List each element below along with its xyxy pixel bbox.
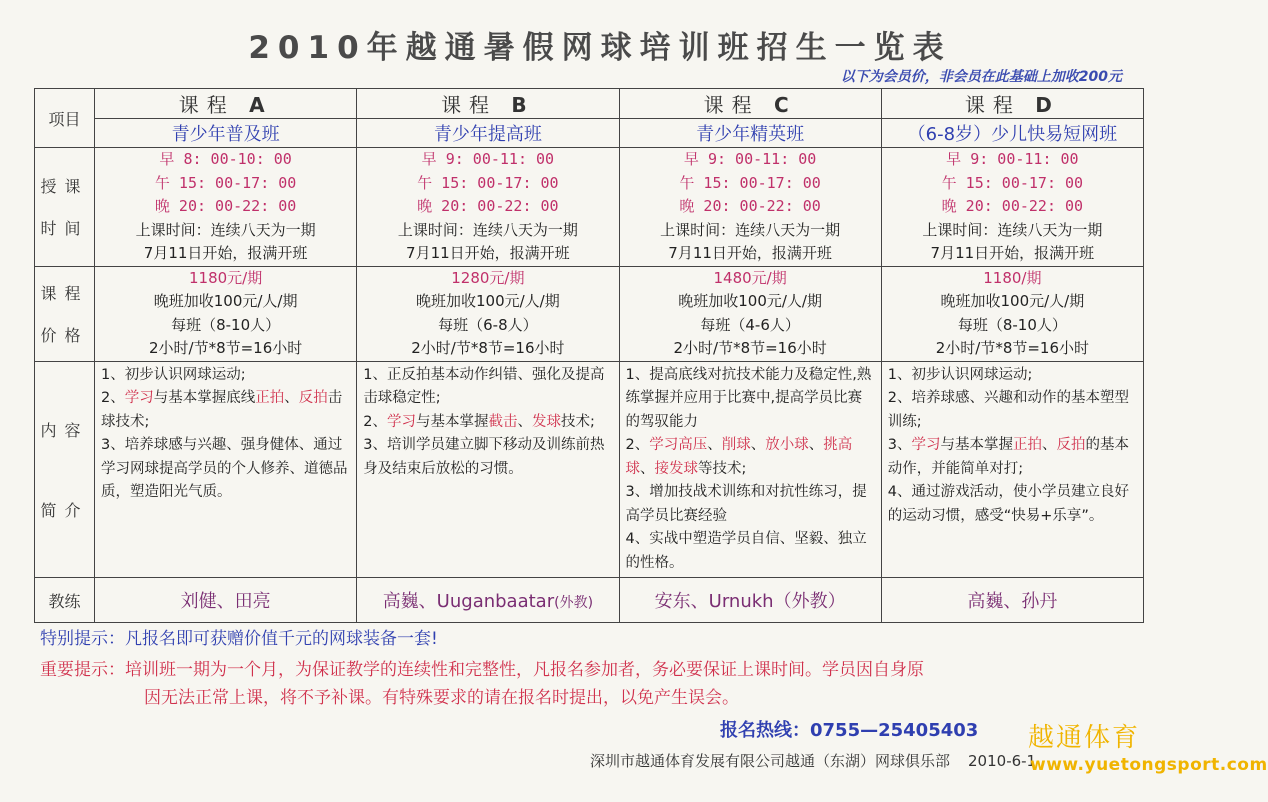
hotline: 报名热线：0755—25405403 — [720, 720, 979, 741]
content-item: 2、培养球感、兴趣和动作的基本塑型训练; — [887, 390, 1129, 430]
content-item: 1、初步认识网球运动; — [887, 366, 1033, 383]
time-row — [35, 148, 1144, 267]
content-item: 2、学习与基本掌握截击、发球技术; — [363, 413, 595, 430]
course-table — [34, 88, 1144, 623]
row-head-content: 内容 简介 — [35, 361, 95, 578]
time-cell-a: 早 8: 00-10: 00 午 15: 00-17: 00 晚 20: 00-22: 00 上课时间：连续八天为一期 7月11日开始，报满开班 — [95, 148, 357, 267]
coach-cell-a: 刘健、田亮 — [95, 578, 357, 623]
content-item: 2、学习与基本掌握底线正拍、反拍击球技术; — [101, 390, 343, 430]
footer — [590, 750, 1036, 771]
content-item: 4、通过游戏活动，使小学员建立良好的运动习惯，感受“快易+乐享”。 — [887, 484, 1129, 524]
time-cell-d: 早 9: 00-11: 00 午 15: 00-17: 00 晚 20: 00-22: 00 上课时间：连续八天为一期 7月11日开始，报满开班 — [881, 148, 1143, 267]
special-tip: 特别提示：凡报名即可获赠价值千元的网球装备一套! — [40, 629, 438, 649]
coach-row — [35, 578, 1144, 623]
course-name-d: （6-8岁）少儿快易短网班 — [881, 119, 1143, 148]
content-cell-b — [357, 361, 619, 578]
course-name-a: 青少年普及班 — [95, 119, 357, 148]
coach-cell-c: 安东、Urnukh（外教） — [619, 578, 881, 623]
row-head-coach: 教练 — [35, 578, 95, 623]
row-head-price: 课程 价格 — [35, 266, 95, 361]
price-row — [35, 266, 1144, 361]
content-item: 2、学习高压、削球、放小球、挑高球、接发球等技术; — [625, 437, 853, 477]
page-title: 2010年越通暑假网球培训班招生一览表 — [248, 30, 952, 66]
footer-org: 深圳市越通体育发展有限公司越通（东湖）网球俱乐部 — [590, 752, 951, 770]
content-item: 1、正反拍基本动作纠错、强化及提高击球稳定性; — [363, 366, 605, 406]
course-name-c: 青少年精英班 — [619, 119, 881, 148]
course-label-a: 课程 A — [95, 89, 357, 119]
price-cell-b: 1280元/期 晚班加收100元/人/期 每班（6-8人） 2小时/节*8节=16小时 — [357, 266, 619, 361]
content-cell-c — [619, 361, 881, 578]
important-tip: 重要提示：培训班一期为一个月，为保证教学的连续性和完整性，凡报名参加者，务必要保证上课时间。学员因自身原 因无法正常上课，将不予补课。有特殊要求的请在报名时提出，以免产生误会。 — [40, 660, 924, 708]
brand-watermark: 越通体育 — [1028, 723, 1141, 753]
footer-date: 2010-6-1 — [968, 752, 1037, 770]
member-price-note: 以下为会员价，非会员在此基础上加收200元 — [840, 69, 1122, 85]
content-cell-a — [95, 361, 357, 578]
content-item: 1、提高底线对抗技术能力及稳定性,熟练掌握并应用于比赛中,提高学员比赛的驾驭能力 — [625, 366, 872, 430]
content-item: 4、实战中塑造学员自信、坚毅、独立的性格。 — [625, 531, 867, 571]
content-item: 1、初步认识网球运动; — [101, 366, 246, 383]
content-item: 3、学习与基本掌握正拍、反拍的基本动作，并能简单对打; — [887, 437, 1129, 477]
course-name-b: 青少年提高班 — [357, 119, 619, 148]
course-name-row — [35, 119, 1144, 148]
coach-cell-d: 高巍、孙丹 — [881, 578, 1143, 623]
content-row — [35, 361, 1144, 578]
row-head-item: 项目 — [35, 89, 95, 148]
course-label-c: 课程 C — [619, 89, 881, 119]
row-head-time: 授课 时间 — [35, 148, 95, 267]
time-cell-b: 早 9: 00-11: 00 午 15: 00-17: 00 晚 20: 00-22: 00 上课时间：连续八天为一期 7月11日开始，报满开班 — [357, 148, 619, 267]
coach-cell-b: 高巍、Uuganbaatar(外教) — [357, 578, 619, 623]
course-header-row — [35, 89, 1144, 119]
content-item: 3、培养球感与兴趣、强身健体、通过学习网球提高学员的个人修养、道德品质，塑造阳光气质。 — [101, 437, 348, 500]
price-cell-c: 1480元/期 晚班加收100元/人/期 每班（4-6人） 2小时/节*8节=16小时 — [619, 266, 881, 361]
course-label-d: 课程 D — [881, 89, 1143, 119]
price-cell-d: 1180/期 晚班加收100元/人/期 每班（8-10人） 2小时/节*8节=16小时 — [881, 266, 1143, 361]
content-item: 3、培训学员建立脚下移动及训练前热身及结束后放松的习惯。 — [363, 437, 605, 477]
time-cell-c: 早 9: 00-11: 00 午 15: 00-17: 00 晚 20: 00-22: 00 上课时间：连续八天为一期 7月11日开始，报满开班 — [619, 148, 881, 267]
website-url: www.yuetongsport.com — [1030, 755, 1268, 775]
content-cell-d — [881, 361, 1143, 578]
content-item: 3、增加技战术训练和对抗性练习，提高学员比赛经验 — [625, 484, 867, 524]
price-cell-a: 1180元/期 晚班加收100元/人/期 每班（8-10人） 2小时/节*8节=16小时 — [95, 266, 357, 361]
course-label-b: 课程 B — [357, 89, 619, 119]
